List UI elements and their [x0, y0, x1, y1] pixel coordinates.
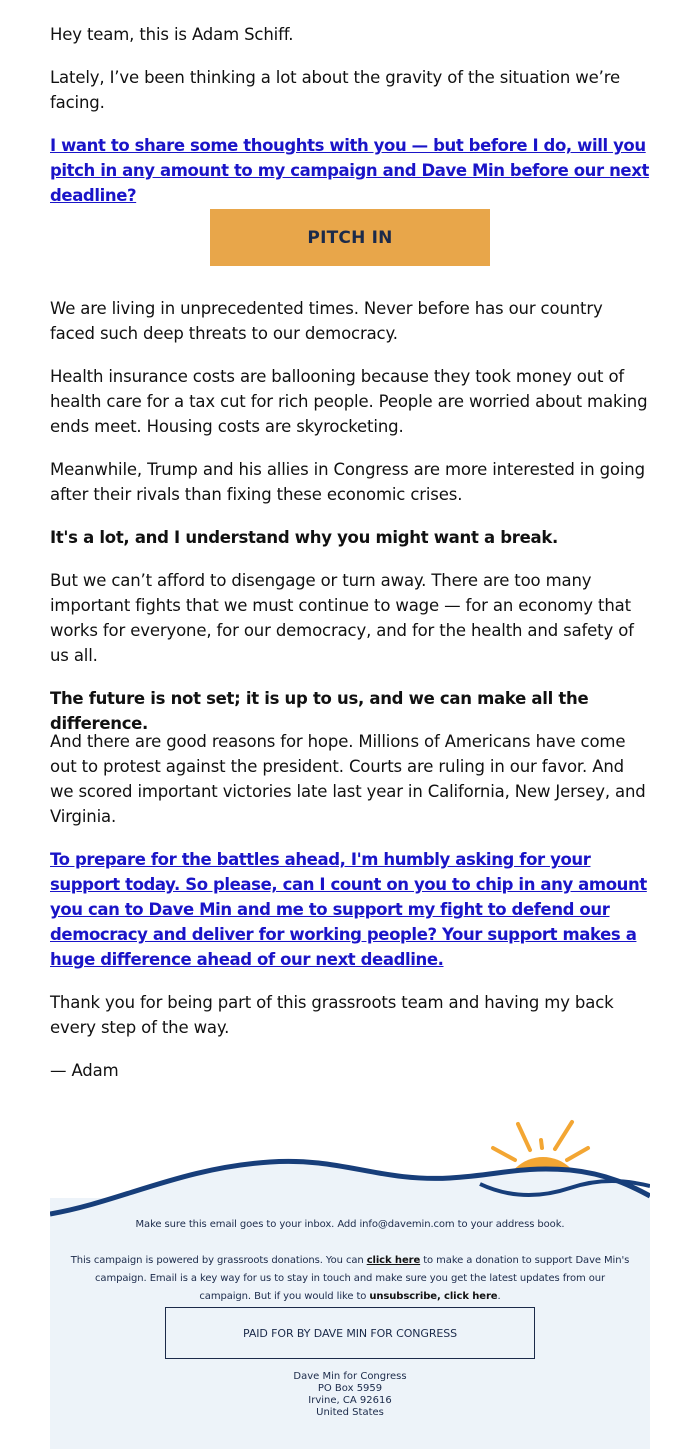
paragraph-cant-afford: But we can’t afford to disengage or turn away. There are too many important fights that we must continue to wage — for an economy that works for everyone, for our democracy, and for the health and safety of us all. [50, 571, 634, 665]
address-line-4: United States [316, 1407, 384, 1418]
paragraph-link-top [50, 133, 650, 208]
paragraph-thanks: Thank you for being part of this grassroots team and having my back every step of the way. [50, 993, 614, 1037]
powered-text-1: This campaign is powered by grassroots donations. You can [70, 1255, 367, 1266]
inbox-note: Make sure this email goes to your inbox. Add info@davemin.com to your address book. [135, 1219, 565, 1230]
footer [50, 1118, 650, 1449]
paragraph-bold-future: The future is not set; it is up to us, and we can make all the difference. [50, 689, 589, 733]
paid-for-disclaimer: PAID FOR BY DAVE MIN FOR CONGRESS [165, 1307, 535, 1359]
pitch-in-button[interactable]: PITCH IN [210, 209, 490, 266]
greeting: Hey team, this is Adam Schiff. [50, 25, 294, 44]
powered-text-2: to make a donation to support Dave Min's campaign. Email is a key way for us to stay in touch and make sure you get the latest updates from our campaign. But if you would like to [95, 1255, 630, 1302]
address-line-2: PO Box 5959 [317, 1383, 383, 1394]
paragraph-lately: Lately, I’ve been thinking a lot about the gravity of the situation we’re facing. [50, 68, 620, 112]
paragraph-meanwhile: Meanwhile, Trump and his allies in Congress are more interested in going after their rivals than fixing these economic crises. [50, 460, 645, 504]
powered-note [70, 1252, 630, 1306]
paragraph-hope: And there are good reasons for hope. Millions of Americans have come out to protest against the president. Courts are ruling in our favor. And we scored important victories late last year in California, New Jersey, and Virginia. [50, 732, 646, 826]
paragraph-link-bottom [50, 847, 650, 972]
address-line-3: Irvine, CA 92616 [308, 1395, 392, 1406]
powered-text-end: . [497, 1291, 501, 1302]
donate-link-top[interactable]: I want to share some thoughts with you — but before I do, will you pitch in any amount to my campaign and Dave Min before our next deadline? [50, 136, 649, 205]
signoff: — Adam [50, 1061, 119, 1080]
donate-click-here-link[interactable]: click here [366, 1255, 421, 1266]
donate-link-bottom[interactable]: To prepare for the battles ahead, I'm humbly asking for your support today. So please, can I count on you to chip in any amount you can to Dave Min and me to support my fight to defend our democracy and deliver for working people? Your support makes a huge difference ahead of our next deadline. [50, 850, 647, 969]
address-line-1: Dave Min for Congress [293, 1371, 407, 1382]
unsubscribe-link[interactable]: unsubscribe, click here [369, 1291, 498, 1302]
sunrise-over-hills-icon [50, 1118, 650, 1228]
paragraph-bold-lot: It's a lot, and I understand why you might want a break. [50, 528, 558, 547]
paragraph-unprecedented: We are living in unprecedented times. Never before has our country faced such deep threats to our democracy. [50, 299, 603, 343]
paragraph-health: Health insurance costs are ballooning because they took money out of health care for a tax cut for rich people. People are worried about making ends meet. Housing costs are skyrocketing. [50, 367, 648, 436]
